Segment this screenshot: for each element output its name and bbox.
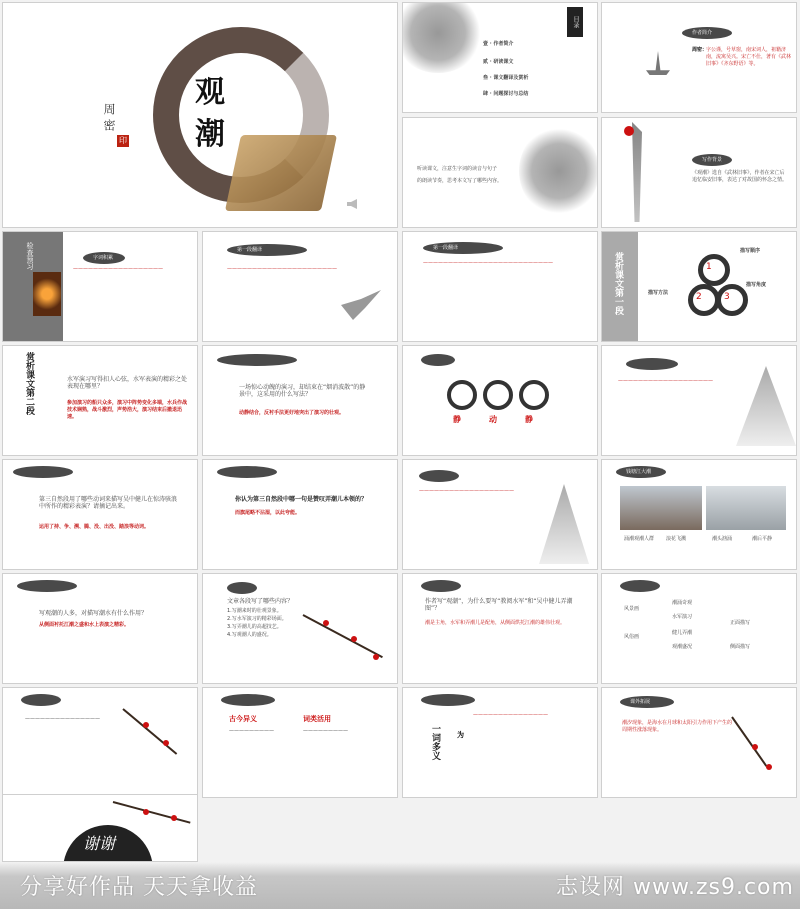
extension-text: 潮汐现象，是海水在月球和太阳引力作用下产生的周期性涨落现象。 xyxy=(622,720,733,733)
body-text: ——————————————— xyxy=(473,712,548,718)
summary-item: 4.写观潮人的盛况。 xyxy=(227,632,272,638)
header-ink xyxy=(17,580,77,592)
title-slide[interactable] xyxy=(2,2,398,228)
tide-photo xyxy=(620,486,702,530)
answer-text: 而旗尾略不沾湿，以此夸能。 xyxy=(235,510,301,516)
author-body: 字公谨，号草窗，南宋词人，祖籍济南，流寓吴兴。宋亡不仕，著有《武林旧事》《齐东野语》等。 xyxy=(706,47,792,67)
analysis-slide[interactable] xyxy=(601,231,797,342)
author-name: 周 密 xyxy=(102,103,116,131)
header-ink xyxy=(217,466,277,478)
vertical-title: 赏析课文第一段 xyxy=(613,252,623,315)
ink-splash xyxy=(519,126,598,216)
speaker-icon[interactable] xyxy=(347,199,357,209)
landscape-slide[interactable] xyxy=(601,345,797,456)
flow-start: 静 xyxy=(453,415,461,424)
header-ink xyxy=(682,27,732,39)
structure-mid: 健儿弄潮 xyxy=(672,630,693,636)
plum-blossom xyxy=(752,744,758,750)
thanks-text: 谢谢 xyxy=(83,834,116,853)
answer-text: 潮是主角，水军和弄潮儿是配角，从侧面烘托江潮的雄伟壮观。 xyxy=(425,620,566,626)
summary-item: 2.写水军演习的精彩场面。 xyxy=(227,616,287,622)
structure-mid: 水军演习 xyxy=(672,614,693,620)
structure-left: 风俗画 xyxy=(624,634,640,640)
header-ink xyxy=(227,582,257,594)
header-ink xyxy=(626,358,678,370)
summary-slide[interactable] xyxy=(202,573,398,684)
blossom-slide[interactable] xyxy=(2,687,198,798)
step-number: 2 xyxy=(696,292,702,302)
flow-end: 静 xyxy=(525,415,533,424)
header-ink xyxy=(83,252,125,264)
structure-slide[interactable] xyxy=(601,573,797,684)
para4-slide[interactable] xyxy=(202,459,398,570)
header-ink xyxy=(620,696,674,708)
answer-text: 参加演习的船只众多，演习中阵势变化多端，水兵作战技术娴熟，战斗激烈，声势浩大，演习结束后撤退迅速。 xyxy=(67,400,188,420)
toc-item[interactable]: 叁 · 课文翻译及赏析 xyxy=(483,75,529,81)
side-label: 检查预习 xyxy=(26,242,34,270)
title-text-2: 潮 xyxy=(195,117,225,152)
background-body: 《观潮》选自《武林旧事》，作者在宋亡后追忆临安旧事，表达了对故国的怀念之情。 xyxy=(692,170,788,183)
flow-circle xyxy=(447,380,477,410)
poly-char: 为 xyxy=(457,731,464,739)
body-text: ————————— xyxy=(303,728,348,734)
vocab-text: —————————————————— xyxy=(73,266,163,272)
read-line-1: 听读课文，注意生字词的读音与句子 xyxy=(417,166,498,172)
author-lead: 周密： xyxy=(692,47,708,53)
question-text: 第三自然段用了哪些动词来描写吴中健儿在惊涛骇浪中所作的精彩表演？请摘记出来。 xyxy=(39,496,178,510)
question-text: 一场惊心动魄的演习，却结束在“烟消波散”的静景中，这采用的什么写法？ xyxy=(239,384,366,398)
ink-wash xyxy=(402,2,483,73)
background-slide[interactable] xyxy=(601,117,797,228)
structure-mid: 观潮盛况 xyxy=(672,644,693,650)
structure-mid: 潮涌奇观 xyxy=(672,600,693,606)
toc-item[interactable]: 肆 · 问题探讨与总结 xyxy=(483,91,529,97)
body-text: ————————— xyxy=(229,728,274,734)
read-slide[interactable] xyxy=(402,117,598,228)
structure-right: 正面描写 xyxy=(730,620,751,626)
scroll-image xyxy=(225,135,337,211)
header-ink xyxy=(421,694,475,706)
header-ink xyxy=(13,466,73,478)
header-ink xyxy=(227,244,307,256)
col-title-1: 古今异义 xyxy=(229,715,257,723)
plum-branch xyxy=(731,716,767,766)
boat-icon xyxy=(646,51,670,75)
header-label: 字词积累 xyxy=(93,255,114,261)
translation-slide-2[interactable] xyxy=(402,231,598,342)
plum-branch xyxy=(113,801,191,824)
flow-slide[interactable] xyxy=(402,345,598,456)
header-label: 写作背景 xyxy=(702,157,723,163)
toc-item[interactable]: 贰 · 研读课文 xyxy=(483,59,514,65)
tide-photo xyxy=(706,486,786,530)
question-text: 水军演习写得扣人心弦，水军表演的精彩之处表现在哪里？ xyxy=(67,376,188,390)
flow-circle xyxy=(519,380,549,410)
label-method: 描写方法 xyxy=(648,290,669,296)
header-ink xyxy=(419,470,459,482)
plum-branch xyxy=(122,708,177,755)
question-text: 作者写“观潮”，为什么要写“教阅水军”和“吴中健儿弄潮图”？ xyxy=(425,598,573,612)
classical-slide[interactable] xyxy=(202,687,398,798)
summary-item: 3.写弄潮儿的高超技艺。 xyxy=(227,624,282,630)
photo-caption: 潮后平静 xyxy=(752,536,773,542)
step-number: 1 xyxy=(706,262,712,272)
header-ink xyxy=(421,354,455,366)
answer-text: 运用了持、争、溯、腾、没、出没、踏浪等动词。 xyxy=(39,524,150,530)
translation-slide[interactable] xyxy=(202,231,398,342)
author-slide[interactable] xyxy=(601,2,797,113)
para5-slide[interactable] xyxy=(2,573,198,684)
plum-blossom xyxy=(143,809,149,815)
step-circle xyxy=(716,284,748,316)
plum-blossom xyxy=(323,620,329,626)
answer-text: 动静结合，反衬手法更好地突出了演习的壮观。 xyxy=(239,410,345,416)
why-slide[interactable] xyxy=(402,573,598,684)
para3-slide[interactable] xyxy=(2,459,198,570)
figures-image xyxy=(539,484,589,564)
extension-slide[interactable] xyxy=(601,687,797,798)
plum-blossom xyxy=(351,636,357,642)
photo-caption: 涌潮观潮人群 xyxy=(624,536,655,542)
watermark-right: 志设网 www.zs9.com xyxy=(556,875,794,900)
translation-text: —————————————————————— xyxy=(227,266,337,272)
header-ink xyxy=(221,694,275,706)
vertical-title: 赏析课文第二段 xyxy=(24,352,34,415)
header-ink xyxy=(692,154,732,166)
thanks-slide[interactable] xyxy=(2,794,198,862)
translation-text: —————————————————————————— xyxy=(423,260,553,266)
toc-badge: 目录 xyxy=(567,7,583,37)
photo-slide[interactable] xyxy=(601,459,797,570)
label-order: 描写顺序 xyxy=(740,248,761,254)
header-ink xyxy=(21,694,61,706)
header-ink xyxy=(423,242,503,254)
seal-stamp: 印 xyxy=(119,136,127,145)
crane-image xyxy=(341,290,381,320)
plum-blossom xyxy=(373,654,379,660)
read-line-2: 的朗读节奏，思考本文写了哪些内容。 xyxy=(417,178,503,184)
body-text: ——————————————————— xyxy=(618,378,713,384)
flow-mid: 动 xyxy=(489,415,497,424)
polysemy-slide[interactable] xyxy=(402,687,598,798)
header-label: 课外拓展 xyxy=(630,699,651,705)
header-ink xyxy=(217,354,297,366)
header-ink xyxy=(620,580,660,592)
para2-slide[interactable] xyxy=(2,345,198,456)
body-text: ——————————————— xyxy=(25,716,100,722)
watermark-left: 分享好作品 天天拿收益 xyxy=(20,875,258,900)
label-angle: 描写角度 xyxy=(746,282,767,288)
structure-left: 风景画 xyxy=(624,606,640,612)
step-circle xyxy=(698,254,730,286)
header-label: 第一段翻译 xyxy=(237,247,263,253)
header-ink xyxy=(421,580,461,592)
vocab-slide[interactable] xyxy=(2,231,198,342)
header-ink xyxy=(616,466,666,478)
ink-figures-slide[interactable] xyxy=(402,459,598,570)
plum-branch xyxy=(303,614,383,658)
summary-question: 文章各段写了哪些内容？ xyxy=(227,598,294,605)
body-text: ——————————————————— xyxy=(419,488,514,494)
lotus-flower xyxy=(624,126,634,136)
lantern-image xyxy=(33,272,61,316)
answer-text: 从侧面衬托江潮之盛和水上表演之精彩。 xyxy=(39,622,130,628)
plum-blossom xyxy=(171,815,177,821)
toc-slide[interactable] xyxy=(402,2,598,113)
question-text: 你认为第三自然段中哪一句是赞叹弄潮儿本领的？ xyxy=(235,496,368,503)
header-label: 钱塘江大潮 xyxy=(626,469,652,475)
mountain-image xyxy=(736,366,796,446)
para2b-slide[interactable] xyxy=(202,345,398,456)
plum-blossom xyxy=(163,740,169,746)
structure-right: 侧面描写 xyxy=(730,644,751,650)
summary-item: 1.写潮来时的壮观景象。 xyxy=(227,608,282,614)
vertical-title: 一词多义 xyxy=(430,724,440,760)
question-text: 写观潮的人多，对描写潮水有什么作用？ xyxy=(39,610,148,617)
step-number: 3 xyxy=(724,292,730,302)
plum-blossom xyxy=(143,722,149,728)
lotus-image xyxy=(612,122,662,222)
header-label: 第一段翻译 xyxy=(433,245,459,251)
photo-caption: 潮头汹涌 xyxy=(712,536,733,542)
photo-caption: 浪花飞溅 xyxy=(666,536,687,542)
header-label: 作者简介 xyxy=(692,30,713,36)
plum-blossom xyxy=(766,764,772,770)
flow-circle xyxy=(483,380,513,410)
toc-item[interactable]: 壹 · 作者简介 xyxy=(483,41,514,47)
col-title-2: 词类活用 xyxy=(303,715,331,723)
title-text: 观 xyxy=(195,75,225,110)
